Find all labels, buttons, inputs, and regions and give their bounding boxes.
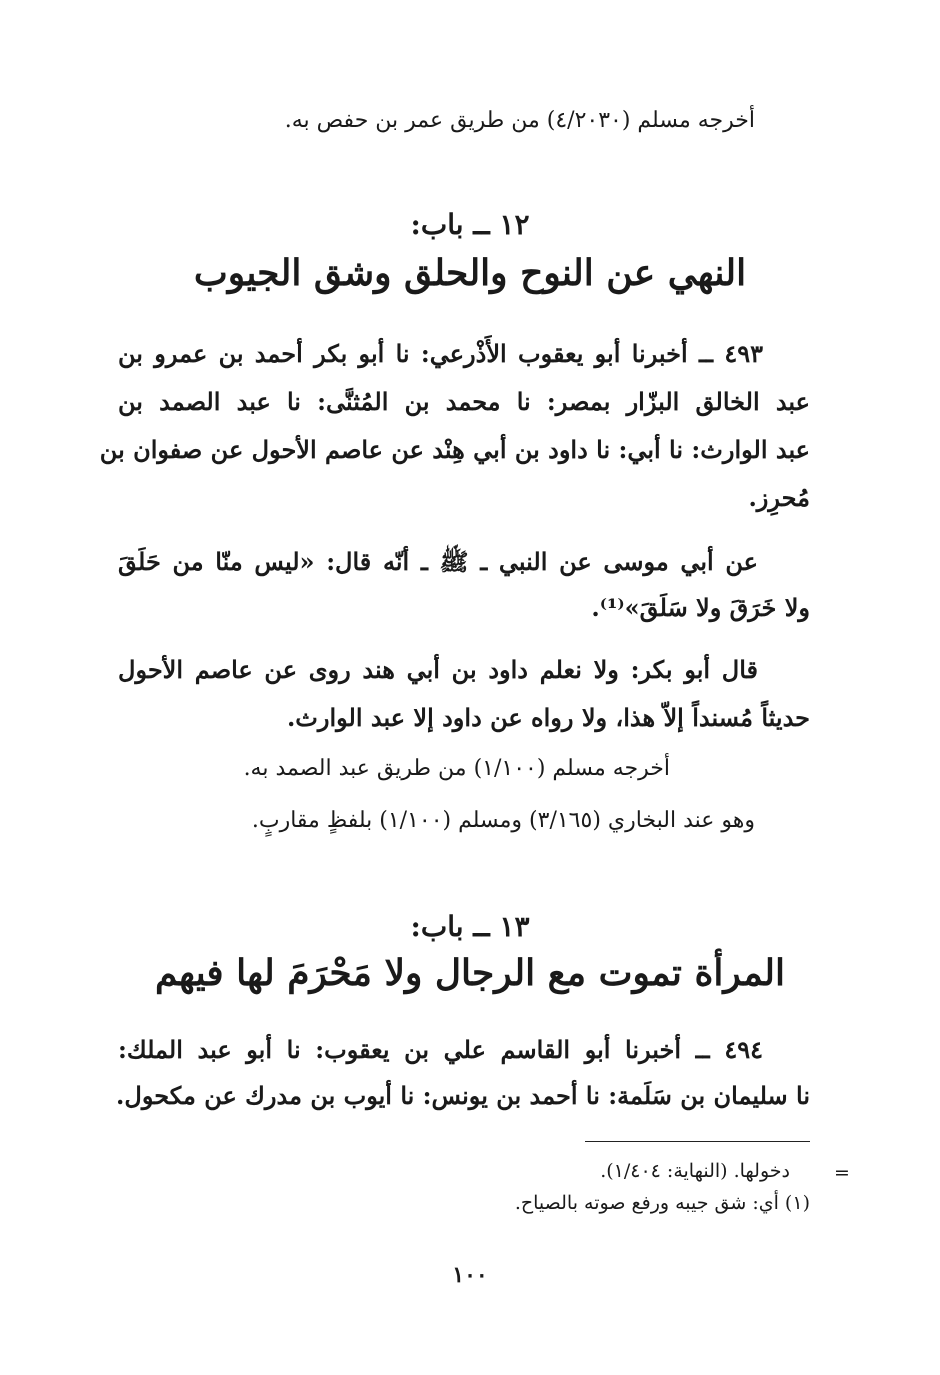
hadith-493-matn-1: عن أبي موسى عن النبي ـ ﷺ ـ أنّه قال: «ليس منّا من حَلَقَ — [118, 547, 758, 576]
hadith-493-matn-2: ولا خَرَقَ ولا سَلَقَ»⁽¹⁾. — [591, 593, 810, 622]
footnote-separator — [585, 1141, 810, 1142]
hadith-493-line-2: عبد الخالق البزّار بمصر: نا محمد بن المُثنَّى: نا عبد الصمد بن — [118, 387, 810, 416]
hadith-493-line-4: مُحرِز. — [748, 483, 810, 512]
page-number: ١٠٠ — [452, 1262, 488, 1288]
footnote-1: (١) أي: شق جيبه ورفع صوته بالصياح. — [514, 1192, 810, 1214]
hadith-493-comment-2: حديثاً مُسنداً إلاّ هذا، ولا رواه عن داود إلا عبد الوارث. — [286, 703, 810, 732]
hadith-493-takhrij-2: وهو عند البخاري (٣/١٦٥) ومسلم (١/١٠٠) بلفظٍ مقاربٍ. — [251, 808, 755, 833]
chapter-12-title: النهي عن النوح والحلق وشق الجيوب — [193, 252, 747, 294]
chapter-12-number: ١٢ ــ باب: — [410, 208, 530, 241]
footnote-continuation: دخولها. (النهاية: ١/٤٠٤). — [600, 1160, 790, 1182]
hadith-494-line-2: نا سليمان بن سَلَمة: نا أحمد بن يونس: نا أيوب بن مدرك عن مكحول. — [116, 1081, 810, 1110]
hadith-493-takhrij-1: أخرجه مسلم (١/١٠٠) من طريق عبد الصمد به. — [243, 756, 670, 781]
footnote-continuation-mark: = — [834, 1162, 850, 1184]
hadith-493-comment-1: قال أبو بكر: ولا نعلم داود بن أبي هند روى عن عاصم الأحول — [118, 655, 758, 684]
hadith-493-line-3: عبد الوارث: نا أبي: نا داود بن أبي هِنْد عن عاصم الأحول عن صفوان بن — [99, 435, 810, 464]
top-note: أخرجه مسلم (٤/٢٠٣٠) من طريق عمر بن حفص به. — [284, 108, 755, 133]
chapter-13-number: ١٣ ــ باب: — [410, 910, 530, 943]
chapter-13-title: المرأة تموت مع الرجال ولا مَحْرَمَ لها فيهم — [155, 952, 785, 994]
hadith-493-line-1: ٤٩٣ ــ أخبرنا أبو يعقوب الأَذْرعي: نا أبو بكر أحمد بن عمرو بن — [118, 339, 763, 368]
hadith-494-line-1: ٤٩٤ ــ أخبرنا أبو القاسم علي بن يعقوب: نا أبو عبد الملك: — [118, 1035, 764, 1064]
